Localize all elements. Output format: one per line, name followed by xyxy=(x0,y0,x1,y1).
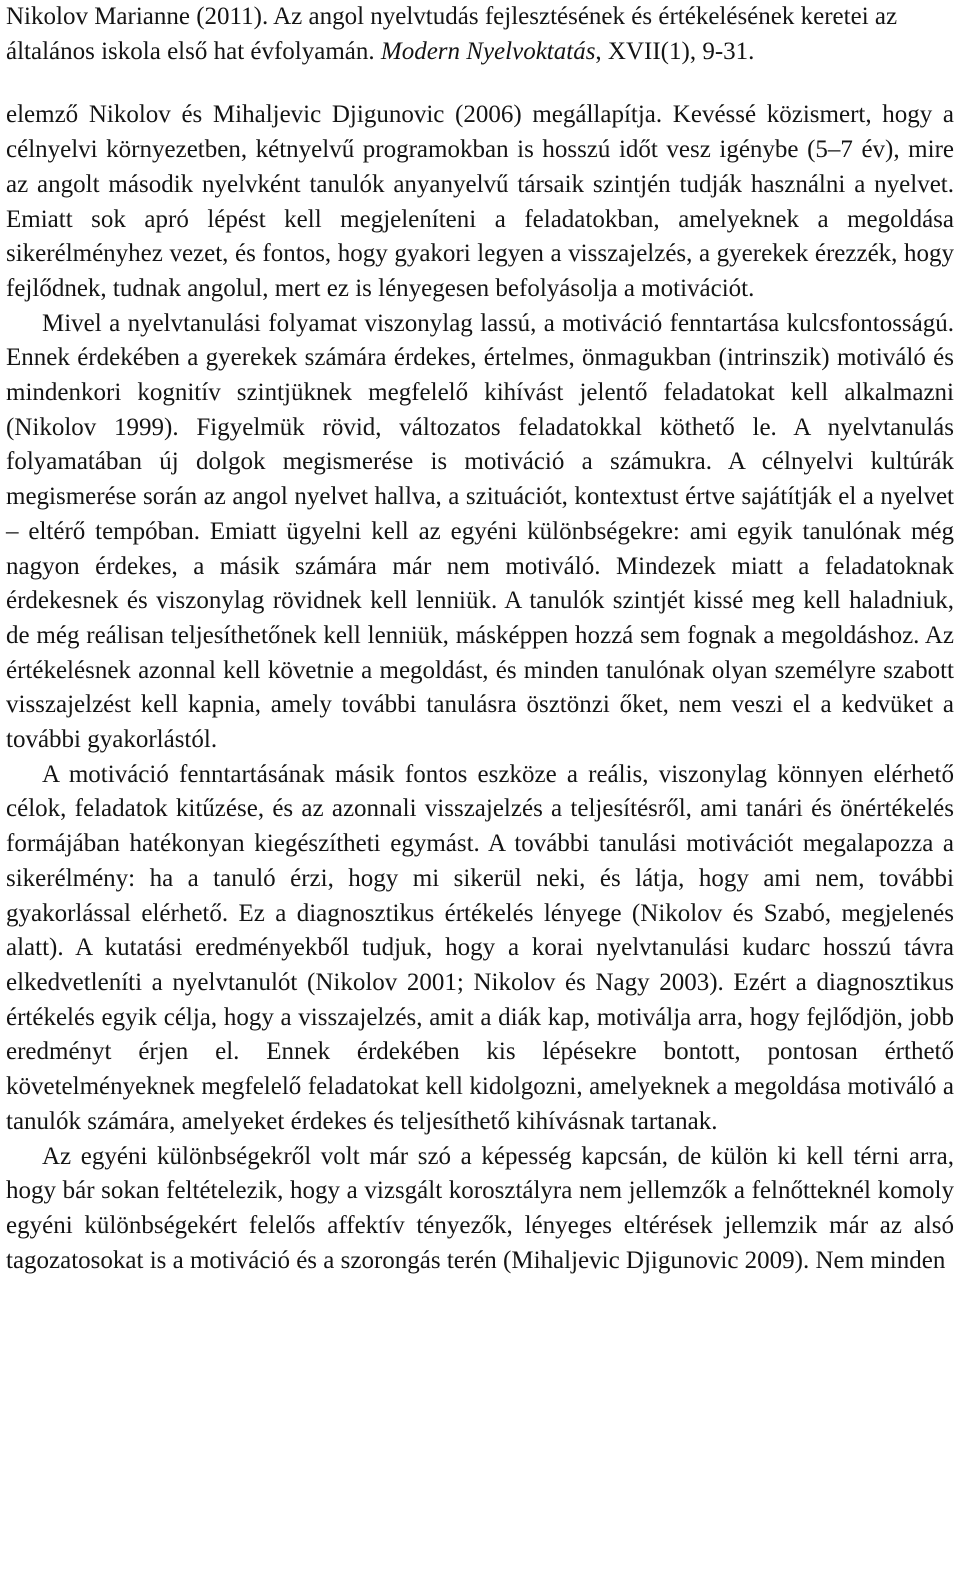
citation-journal: Modern Nyelvoktatás xyxy=(380,37,596,65)
citation-header xyxy=(6,0,954,69)
paragraph-1: elemző Nikolov és Mihaljevic Djigunovic (2006) megállapítja. Kevéssé közismert, hogy a célnyelvi környezetben, kétnyelvű programokban is hosszú időt vesz igénybe (5–7 év), mire az angolt második nyelvként tanulók anyanyelvű társaik szintjén tudják használni a nyelvet. Emiatt sok apró lépést kell megjeleníteni a feladatokban, amelyeknek a megoldása sikerélményhez vezet, és fontos, hogy gyakori legyen a visszajelzés, a gyerekek érezzék, hogy fejlődnek, tudnak angolul, mert ez is lényegesen befolyásolja a motivációt. xyxy=(6,101,954,302)
paragraph-3: A motiváció fenntartásának másik fontos eszköze a reális, viszonylag könnyen elérhető célok, feladatok kitűzése, és az azonnali visszajelzés a teljesítésről, ami tanári és önértékelés formájában hatékonyan kiegészítheti egymást. A további tanulási motivációt megalapozza a sikerélmény: ha a tanuló érzi, hogy mi sikerül neki, és látja, hogy ami nem, további gyakorlással elérhető. Ez a diagnosztikus értékelés lényege (Nikolov és Szabó, megjelenés alatt). A kutatási eredményekből tudjuk, hogy a korai nyelvtanulási kudarc hosszú távra elkedvetleníti a nyelvtanulót (Nikolov 2001; Nikolov és Nagy 2003). Ezért a diagnosztikus értékelés egyik célja, hogy a visszajelzés, amit a diák kap, motiválja arra, hogy fejlődjön, jobb eredményt érjen el. Ennek érdekében kis lépésekre bontott, pontosan érthető követelményeknek megfelelő feladatokat kell kidolgozni, amelyeknek a megoldása motiváló a tanulók számára, amelyeket érdekes és teljesíthető kihívásnak tartanak. xyxy=(6,760,954,1135)
document-page xyxy=(6,0,954,1278)
header-gap xyxy=(6,69,954,98)
citation-authors-title: Nikolov Marianne (2011). Az angol nyelvtudás fejlesztésének és értékelésének keretei az általános iskola első hat évfolyamán. xyxy=(6,3,898,65)
paragraph-2: Mivel a nyelvtanulási folyamat viszonylag lassú, a motiváció fenntartása kulcsfontosságú. Ennek érdekében a gyerekek számára érdekes, értelmes, önmagukban (intrinszik) motiváló és mindenkori kognitív szintjüknek megfelelő kihívást jelentő feladatokat kell alkalmazni (Nikolov 1999). Figyelmük rövid, változatos feladatokkal köthető le. A nyelvtanulás folyamatában új dolgok megismerése is motiváció a számukra. A célnyelvi kultúrák megismerése során az angol nyelvet hallva, a szituációt, kontextust értve sajátítják el a nyelvet – eltérő tempóban. Emiatt ügyelni kell az egyéni különbségekre: ami egyik tanulónak még nagyon érdekes, a másik számára már nem motiváló. Mindezek miatt a feladatoknak érdekesnek és viszonylag rövidnek kell lenniük. A tanulók szintjét kissé meg kell haladniuk, de még reálisan teljesíthetőnek kell lenniük, másképpen hozzá sem fognak a megoldáshoz. Az értékelésnek azonnal kell követnie a megoldást, és minden tanulónak olyan személyre szabott visszajelzést kell kapnia, amely további tanulásra ösztönzi őket, nem veszi el a kedvüket a további gyakorlástól. xyxy=(6,309,954,754)
citation-volume-pages: , XVII(1), 9-31. xyxy=(595,37,755,65)
paragraph-4: Az egyéni különbségekről volt már szó a képesség kapcsán, de külön ki kell térni arra, hogy bár sokan feltételezik, hogy a vizsgált korosztályra nem jellemzők a felnőtteknél komoly egyéni különbségekért felelős affektív tényezők, lényeges eltérések jellemzik már az alsó tagozatosokat is a motiváció és a szorongás terén (Mihaljevic Djigunovic 2009). Nem minden xyxy=(6,1142,954,1274)
